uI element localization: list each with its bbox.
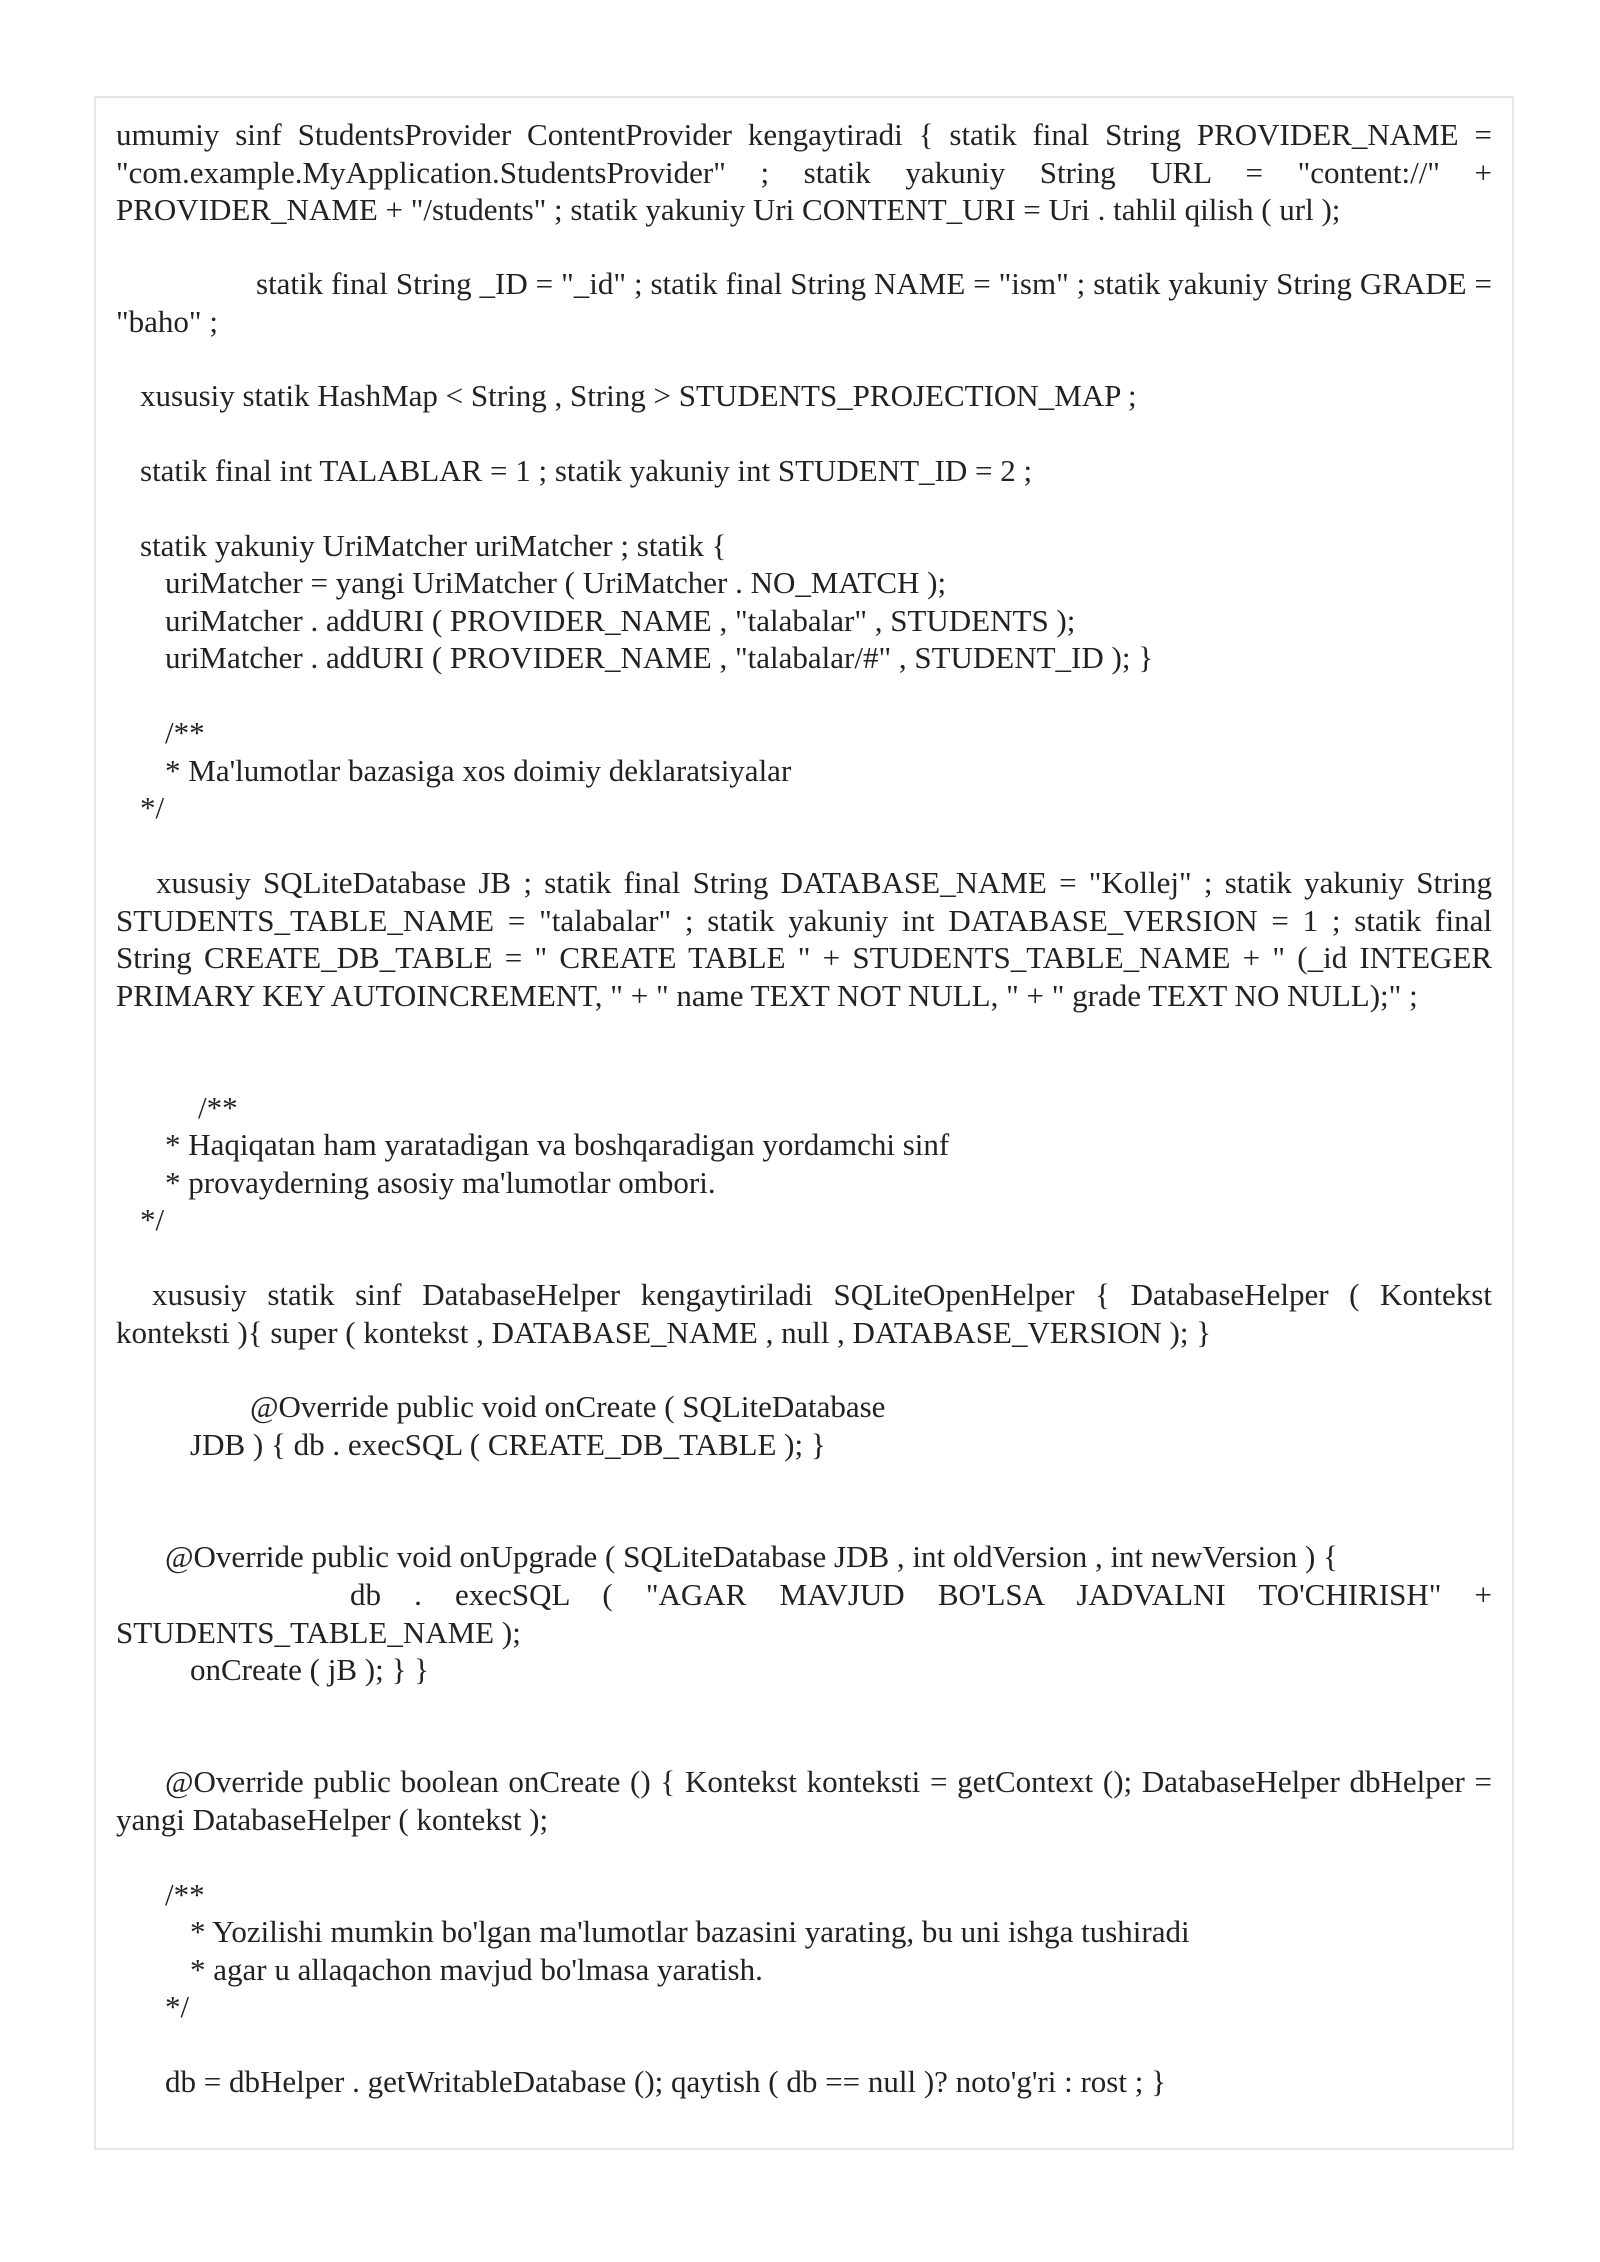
comment-line: * provayderning asosiy ma'lumotlar ombori. <box>165 1165 716 1200</box>
comment-line: * Haqiqatan ham yaratadigan va boshqaradigan yordamchi sinf <box>165 1127 950 1162</box>
comment-line: */ <box>140 1202 165 1237</box>
comment-line: * Yozilishi mumkin bo'lgan ma'lumotlar bazasini yarating, bu uni ishga tushiradi <box>190 1914 1190 1949</box>
comment-line: * agar u allaqachon mavjud bo'lmasa yaratish. <box>190 1952 763 1987</box>
comment-line: */ <box>140 790 165 825</box>
code-line-return: db = dbHelper . getWritableDatabase (); qaytish ( db == null )? noto'g'ri : rost ; } <box>165 2064 1166 2099</box>
paragraph-column-constants: statik final String _ID = "_id" ; statik final String NAME = "ism" ; statik yakuniy String GRADE = "baho" ; <box>116 266 1492 339</box>
paragraph-provider-declaration: umumiy sinf StudentsProvider ContentProvider kengaytiradi { statik final String PROVIDER_NAME = "com.example.MyApplication.StudentsProvider" ; statik yakuniy String URL = "content://" + PROVIDER_NAME + "/students" ; statik yakuniy Uri CONTENT_URI = Uri . tahlil qilish ( url ); <box>116 117 1492 227</box>
comment-line: /** <box>165 715 205 750</box>
code-line: statik yakuniy UriMatcher uriMatcher ; statik { <box>140 528 727 563</box>
paragraph-uri-codes: statik final int TALABLAR = 1 ; statik yakuniy int STUDENT_ID = 2 ; <box>140 453 1033 488</box>
code-line-exec-drop: db . execSQL ( "AGAR MAVJUD BO'LSA JADVALNI TO'CHIRISH" + STUDENTS_TABLE_NAME ); <box>116 1577 1492 1650</box>
comment-line: */ <box>165 1989 190 2024</box>
paragraph-database-helper: xususiy statik sinf DatabaseHelper kengaytiriladi SQLiteOpenHelper { DatabaseHelper ( Kontekst konteksti ){ super ( kontekst , DATABASE_NAME , null , DATABASE_VERSION ); } <box>116 1277 1492 1350</box>
paragraph-projection-map: xususiy statik HashMap < String , String > STUDENTS_PROJECTION_MAP ; <box>140 378 1137 413</box>
code-line-on-upgrade: @Override public void onUpgrade ( SQLiteDatabase JDB , int oldVersion , int newVersion ) { <box>165 1539 1338 1574</box>
code-line: JDB ) { db . execSQL ( CREATE_DB_TABLE ); } <box>190 1427 826 1462</box>
code-line: uriMatcher . addURI ( PROVIDER_NAME , "talabalar/#" , STUDENT_ID ); } <box>165 640 1154 675</box>
comment-line: * Ma'lumotlar bazasiga xos doimiy deklaratsiyalar <box>165 753 792 788</box>
code-line: uriMatcher . addURI ( PROVIDER_NAME , "talabalar" , STUDENTS ); <box>165 603 1076 638</box>
code-line-on-create-call: onCreate ( jB ); } } <box>190 1652 429 1687</box>
comment-line: /** <box>165 1877 205 1912</box>
comment-line: /** <box>198 1090 238 1125</box>
code-line: uriMatcher = yangi UriMatcher ( UriMatcher . NO_MATCH ); <box>165 565 947 600</box>
code-line: @Override public void onCreate ( SQLiteDatabase <box>250 1389 886 1424</box>
paragraph-provider-on-create: @Override public boolean onCreate () { Kontekst konteksti = getContext (); DatabaseHelper dbHelper = yangi DatabaseHelper ( kontekst ); <box>116 1764 1492 1837</box>
paragraph-database-constants: xususiy SQLiteDatabase JB ; statik final String DATABASE_NAME = "Kollej" ; statik yakuniy String STUDENTS_TABLE_NAME = "talabalar" ; statik yakuniy int DATABASE_VERSION = 1 ; statik final String CREATE_DB_TABLE = " CREATE TABLE " + STUDENTS_TABLE_NAME + " (_id INTEGER PRIMARY KEY AUTOINCREMENT, " + " name TEXT NOT NULL, " + " grade TEXT NO NULL);" ; <box>116 865 1492 1013</box>
